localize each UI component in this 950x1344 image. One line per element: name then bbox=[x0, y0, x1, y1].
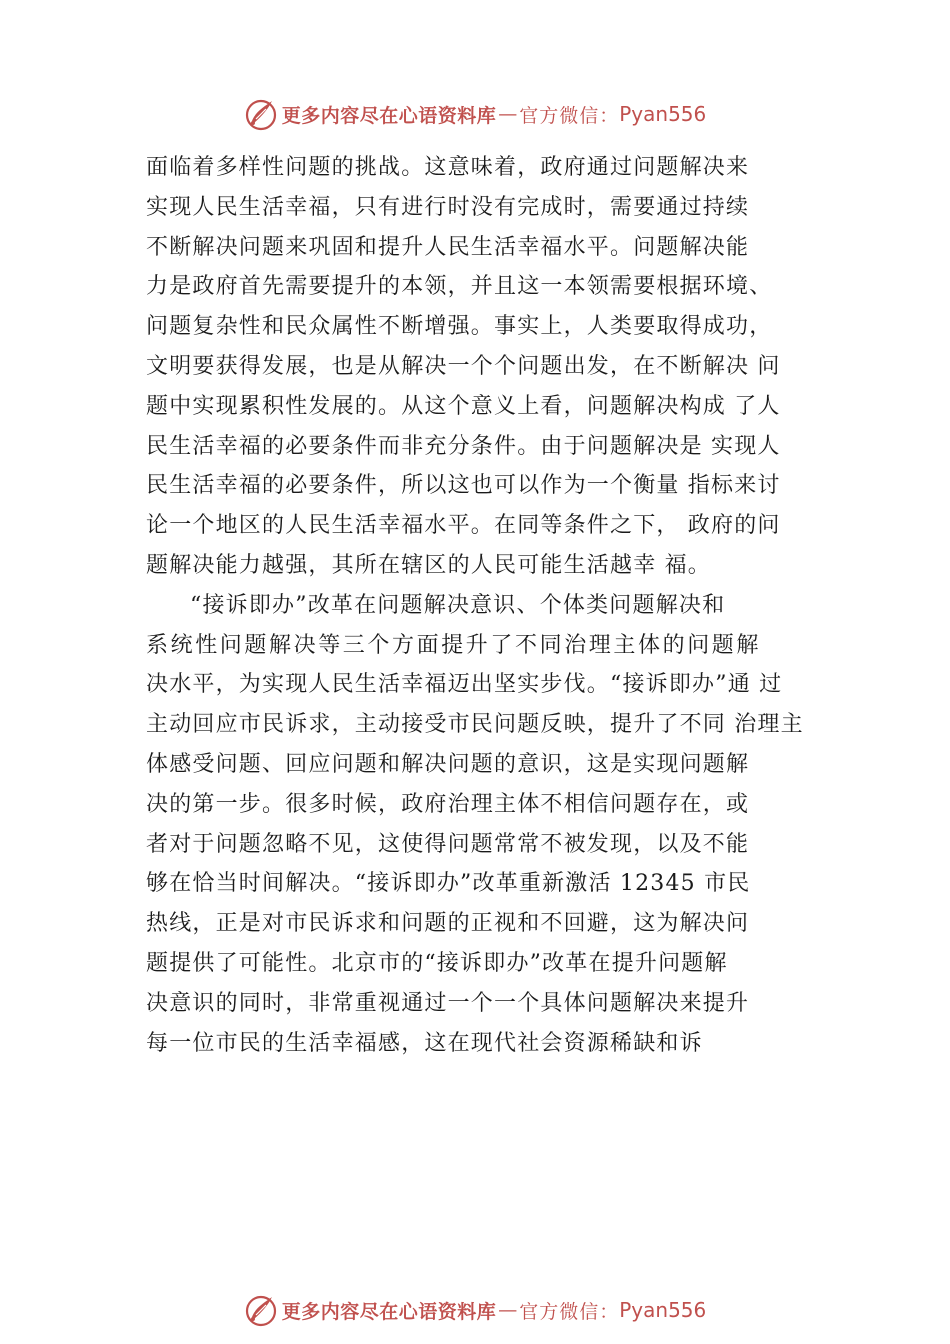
text-line: 题提供了可能性。北京市的“接诉即办”改革在提升问题解 bbox=[146, 950, 728, 976]
footer-banner bbox=[0, 1290, 950, 1330]
text-line: 实现人民生活幸福，只有进行时没有完成时，需要通过持续 bbox=[146, 194, 750, 220]
text-line: 题解决能力越强，其所在辖区的人民可能生活越幸 福。 bbox=[146, 552, 711, 578]
banner-title: 更多内容尽在心语资料库 bbox=[281, 104, 497, 127]
banner-title: 更多内容尽在心语资料库 bbox=[281, 1300, 497, 1323]
text-line: 问题复杂性和民众属性不断增强。事实上，人类要取得成功， bbox=[146, 314, 773, 340]
banner-wechat-id: Pyan556 bbox=[619, 1298, 707, 1322]
ink-pen-logo-icon bbox=[244, 1293, 278, 1327]
text-line: 民生活幸福的必要条件，所以这也可以作为一个衡量 指标来讨 bbox=[146, 473, 781, 499]
text-line: 决水平，为实现人民生活幸福迈出坚实步伐。“接诉即办”通 过 bbox=[146, 672, 783, 698]
paragraph-start-line: “接诉即办”改革在问题解决意识、个体类问题解决和 bbox=[190, 592, 726, 618]
banner-label: 官方微信： bbox=[519, 104, 620, 127]
banner-label: 官方微信： bbox=[519, 1300, 620, 1323]
text-line: 决意识的同时，非常重视通过一个一个具体问题解决来提升 bbox=[146, 990, 750, 1016]
banner-dash: — bbox=[498, 1299, 518, 1321]
text-line: 每一位市民的生活幸福感，这在现代社会资源稀缺和诉 bbox=[146, 1030, 703, 1056]
text-line: 者对于问题忽略不见，这使得问题常常不被发现，以及不能 bbox=[146, 831, 750, 857]
banner-dash: — bbox=[498, 103, 518, 125]
text-line: 论一个地区的人民生活幸福水平。在同等条件之下， 政府的问 bbox=[146, 513, 781, 539]
text-line: 体感受问题、回应问题和解决问题的意识，这是实现问题解 bbox=[146, 751, 750, 777]
text-line: 文明要获得发展，也是从解决一个个问题出发，在不断解决 问 bbox=[146, 353, 781, 379]
text-line: 够在恰当时间解决。“接诉即办”改革重新激活 12345 市民 bbox=[146, 871, 751, 897]
text-line: 主动回应市民诉求，主动接受市民问题反映，提升了不同 治理主 bbox=[146, 712, 804, 738]
text-line: 决的第一步。很多时候，政府治理主体不相信问题存在，或 bbox=[146, 791, 750, 817]
text-line: 系统性问题解决等三个方面提升了不同治理主体的问题解 bbox=[146, 632, 762, 658]
text-line: 民生活幸福的必要条件而非充分条件。由于问题解决是 实现人 bbox=[146, 433, 781, 459]
text-line: 题中实现累积性发展的。从这个意义上看，问题解决构成 了人 bbox=[146, 393, 781, 419]
text-line: 力是政府首先需要提升的本领，并且这一本领需要根据环境、 bbox=[146, 274, 773, 300]
ink-pen-logo-icon bbox=[244, 97, 278, 131]
text-line: 不断解决问题来巩固和提升人民生活幸福水平。问题解决能 bbox=[146, 234, 750, 260]
header-banner bbox=[0, 94, 950, 134]
document-body bbox=[146, 148, 836, 1063]
text-line: 面临着多样性问题的挑战。这意味着，政府通过问题解决来 bbox=[146, 155, 750, 180]
text-line: 热线，正是对市民诉求和问题的正视和不回避，这为解决问 bbox=[146, 911, 750, 937]
banner-wechat-id: Pyan556 bbox=[619, 102, 707, 126]
